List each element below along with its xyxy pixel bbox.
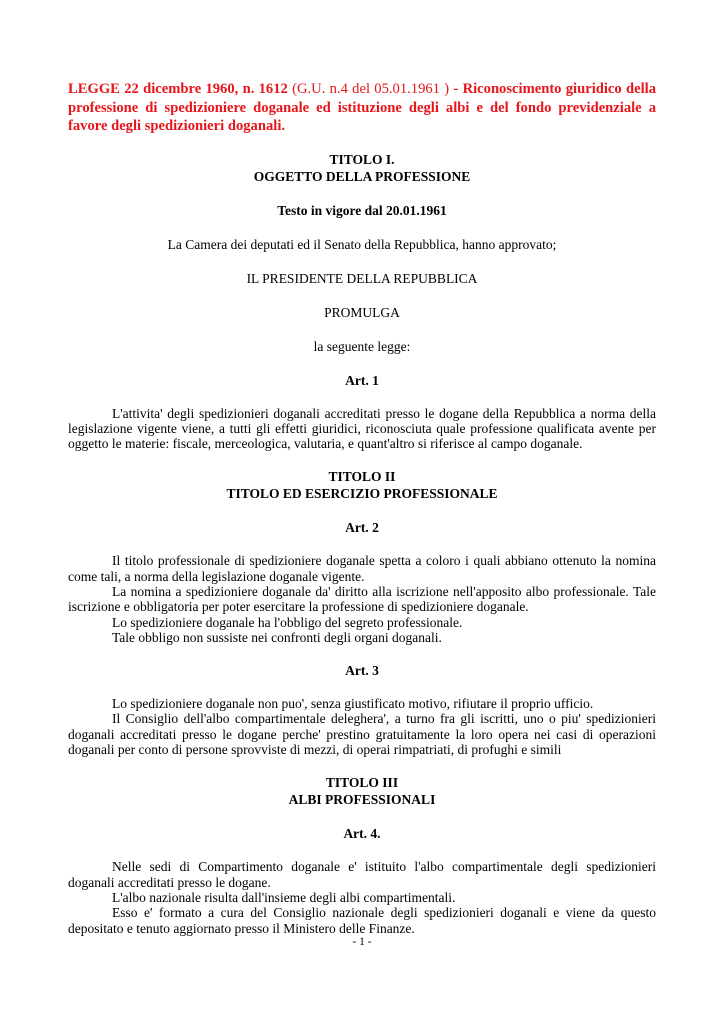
preamble-law-follows: la seguente legge: <box>313 338 411 354</box>
titolo-2-heading: TITOLO II <box>328 469 396 485</box>
art-4-heading: Art. 4. <box>343 826 381 842</box>
art-3-paragraph: Il Consiglio dell'albo compartimentale deleghera', a turno fra gli iscritti, uno o piu' spedizionieri doganali accreditati presso le dogane perche' prestino gratuitamente la loro opera nei casi di operazioni doganali per conto di persone sprovviste di mezzi, di operai rimpatriati, di profughi e simili <box>68 711 656 758</box>
preamble-approved: La Camera dei deputati ed il Senato della Repubblica, hanno approvato; <box>167 236 557 252</box>
art-4-paragraph: Nelle sedi di Compartimento doganale e' istituito l'albo compartimentale degli spedizionieri doganali accreditati presso le dogane. <box>68 859 656 890</box>
in-force-date: Testo in vigore dal 20.01.1961 <box>277 202 447 218</box>
titolo-3-name: ALBI PROFESSIONALI <box>288 792 436 808</box>
gazette-reference: (G.U. n.4 del 05.01.1961 ) <box>292 81 450 97</box>
art-2-paragraph: Tale obbligo non sussiste nei confronti degli organi doganali. <box>112 629 442 645</box>
law-subject: - Riconoscimento giuridico della professione di spedizioniere doganale ed istituzione degli albi e del fondo previdenziale a favore degli spedizionieri doganali. <box>68 81 656 134</box>
art-3-paragraph: Lo spedizioniere doganale non puo', senza giustificato motivo, rifiutare il proprio ufficio. <box>112 696 594 712</box>
art-2-paragraph: Lo spedizioniere doganale ha l'obbligo del segreto professionale. <box>112 614 463 630</box>
law-title <box>68 80 656 136</box>
titolo-1-name: OGGETTO DELLA PROFESSIONE <box>253 168 471 184</box>
titolo-1-heading: TITOLO I. <box>329 151 395 167</box>
preamble-promulga: PROMULGA <box>324 304 400 320</box>
page-number: - 1 - <box>352 936 372 948</box>
art-3-heading: Art. 3 <box>345 663 379 679</box>
law-reference: LEGGE 22 dicembre 1960, n. 1612 <box>68 81 288 97</box>
preamble-president: IL PRESIDENTE DELLA REPUBBLICA <box>246 270 478 286</box>
art-2-paragraph: Il titolo professionale di spedizioniere doganale spetta a coloro i quali abbiano ottenuto la nomina come tali, a norma della legislazione doganale vigente. <box>68 553 656 584</box>
art-4-paragraph: L'albo nazionale risulta dall'insieme degli albi compartimentali. <box>112 889 456 905</box>
art-2-paragraph: La nomina a spedizioniere doganale da' diritto alla iscrizione nell'apposito albo professionale. Tale iscrizione e obbligatoria per poter esercitare la professione di spedizioniere doganale. <box>68 583 656 615</box>
art-4-paragraph: Esso e' formato a cura del Consiglio nazionale degli spedizionieri doganali e viene da questo depositato e tenuto aggiornato presso il Ministero delle Finanze. <box>68 905 656 936</box>
art-2-heading: Art. 2 <box>345 520 379 536</box>
titolo-3-heading: TITOLO III <box>325 775 399 791</box>
art-1-heading: Art. 1 <box>345 372 379 388</box>
titolo-2-name: TITOLO ED ESERCIZIO PROFESSIONALE <box>226 486 498 502</box>
art-1-paragraph: L'attivita' degli spedizionieri doganali accreditati presso le dogane della Repubblica a norma della legislazione vigente viene, a tutti gli effetti giuridici, riconosciuta quale professione qualificata avente per oggetto le materie: fiscale, merceologica, valutaria, e quant'altro si riferisce al campo doganale. <box>68 405 656 452</box>
